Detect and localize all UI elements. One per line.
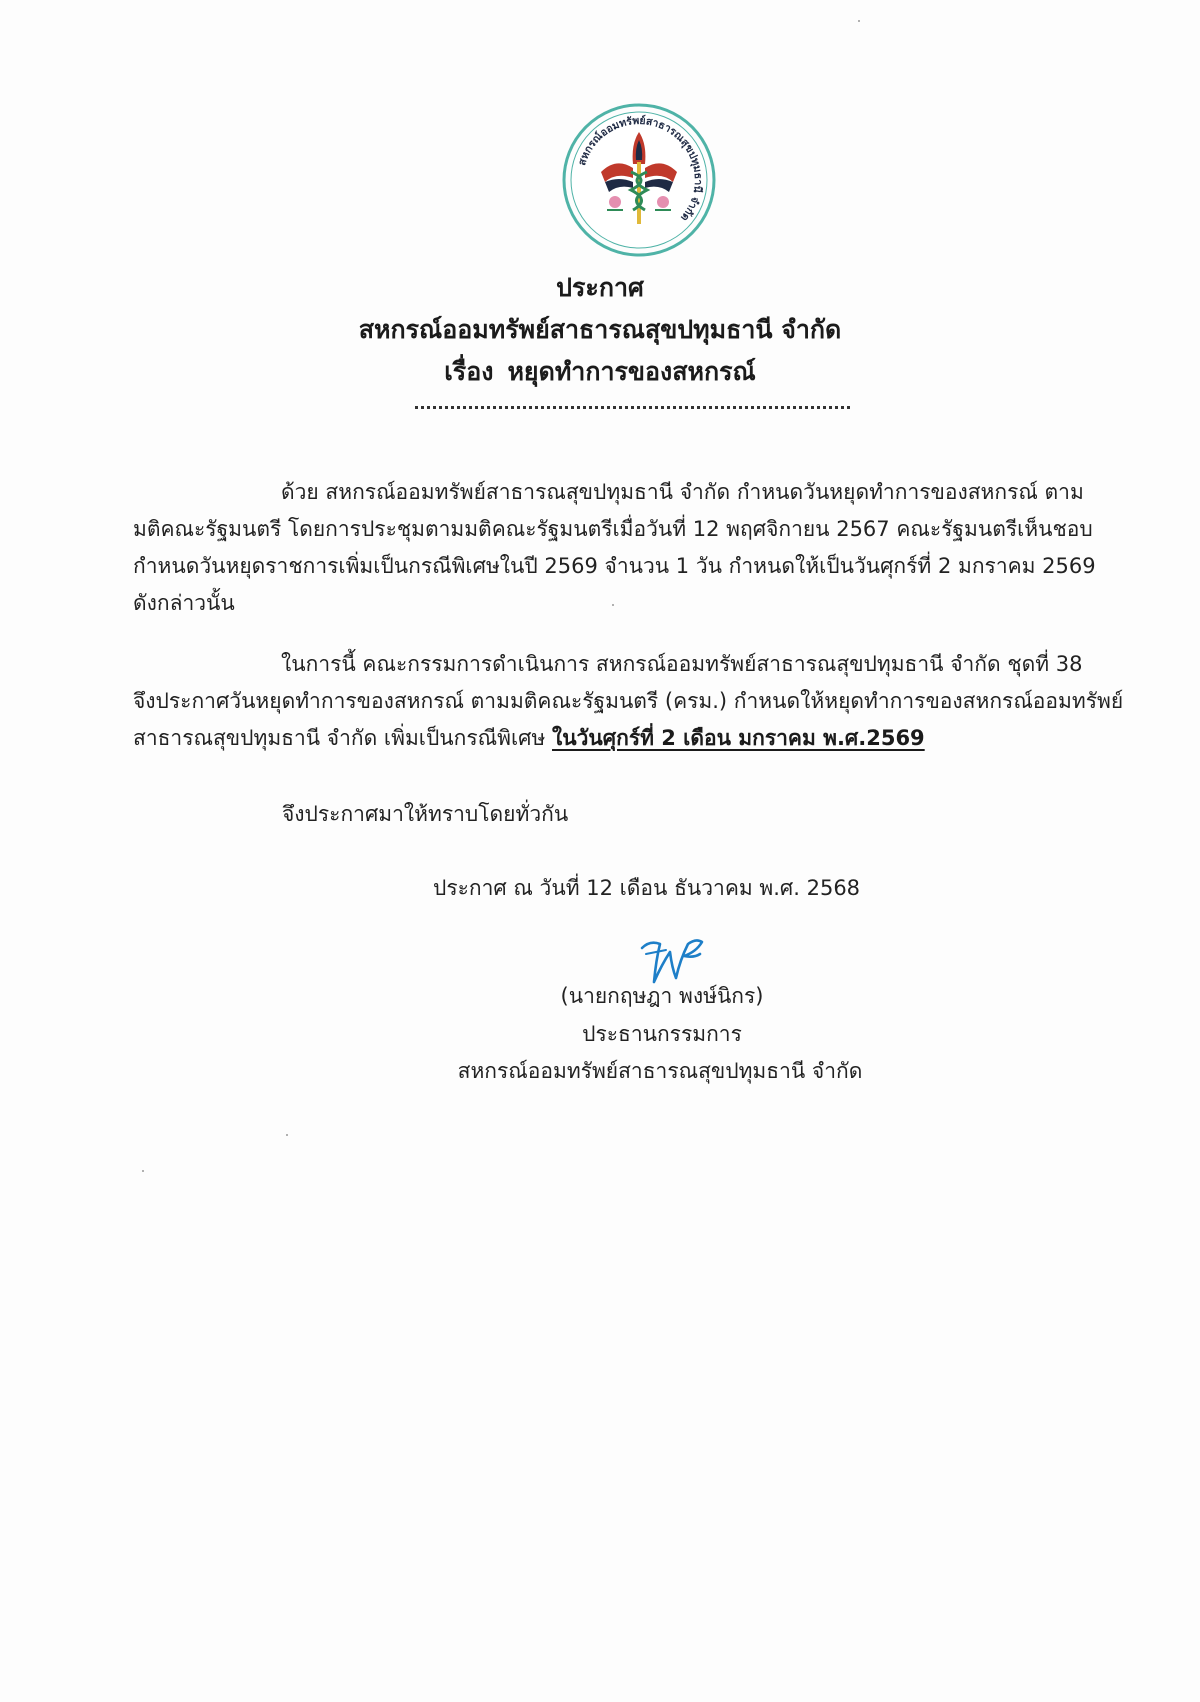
subject-text: หยุดทำการของสหกรณ์ bbox=[507, 357, 756, 386]
signer-position: ประธานกรรมการ bbox=[582, 1022, 742, 1046]
document-title: ประกาศ bbox=[556, 273, 644, 302]
paragraph-line: ด้วย สหกรณ์ออมทรัพย์สาธารณสุขปทุมธานี จำกัด กำหนดวันหยุดทำการของสหกรณ์ ตาม bbox=[281, 480, 1084, 504]
cooperative-seal-logo bbox=[561, 102, 717, 258]
subject-label: เรื่อง bbox=[444, 357, 494, 386]
paragraph-text: สาธารณสุขปทุมธานี จำกัด เพิ่มเป็นกรณีพิเศษ bbox=[133, 726, 553, 750]
signer-name: (นายกฤษฎา พงษ์นิกร) bbox=[560, 984, 764, 1008]
paragraph-line: มติคณะรัฐมนตรี โดยการประชุมตามมติคณะรัฐมนตรีเมื่อวันที่ 12 พฤศจิกายน 2567 คณะรัฐมนตรีเห็นชอบ bbox=[133, 517, 1093, 541]
paragraph-line: จึงประกาศวันหยุดทำการของสหกรณ์ ตามมติคณะรัฐมนตรี (ครม.) กำหนดให้หยุดทำการของสหกรณ์ออมทรัพย์ bbox=[133, 689, 1124, 713]
paragraph-line: ดังกล่าวนั้น bbox=[133, 591, 235, 615]
paragraph-line bbox=[133, 724, 925, 752]
dotted-divider bbox=[415, 406, 850, 409]
subject-line bbox=[0, 352, 1200, 392]
scan-speck bbox=[612, 604, 614, 606]
organization-name: สหกรณ์ออมทรัพย์สาธารณสุขปทุมธานี จำกัด bbox=[358, 315, 842, 344]
closing-statement: จึงประกาศมาให้ทราบโดยทั่วกัน bbox=[282, 802, 569, 826]
announcement-date: ประกาศ ณ วันที่ 12 เดือน ธันวาคม พ.ศ. 2568 bbox=[433, 876, 861, 900]
seal-text: สหกรณ์ออมทรัพย์สาธารณสุขปทุมธานี จำกัด bbox=[576, 114, 705, 224]
holiday-date-emphasis: ในวันศุกร์ที่ 2 เดือน มกราคม พ.ศ.2569 bbox=[552, 726, 925, 750]
scan-speck bbox=[858, 20, 860, 22]
scan-speck bbox=[286, 1134, 288, 1136]
scan-speck bbox=[142, 1170, 144, 1172]
paragraph-line: ในการนี้ คณะกรรมการดำเนินการ สหกรณ์ออมทรัพย์สาธารณสุขปทุมธานี จำกัด ชุดที่ 38 bbox=[281, 652, 1083, 676]
paragraph-line: กำหนดวันหยุดราชการเพิ่มเป็นกรณีพิเศษในปี 2569 จำนวน 1 วัน กำหนดให้เป็นวันศุกร์ที่ 2 มกราคม 2569 bbox=[133, 554, 1096, 578]
signer-organization: สหกรณ์ออมทรัพย์สาธารณสุขปทุมธานี จำกัด bbox=[457, 1059, 863, 1083]
